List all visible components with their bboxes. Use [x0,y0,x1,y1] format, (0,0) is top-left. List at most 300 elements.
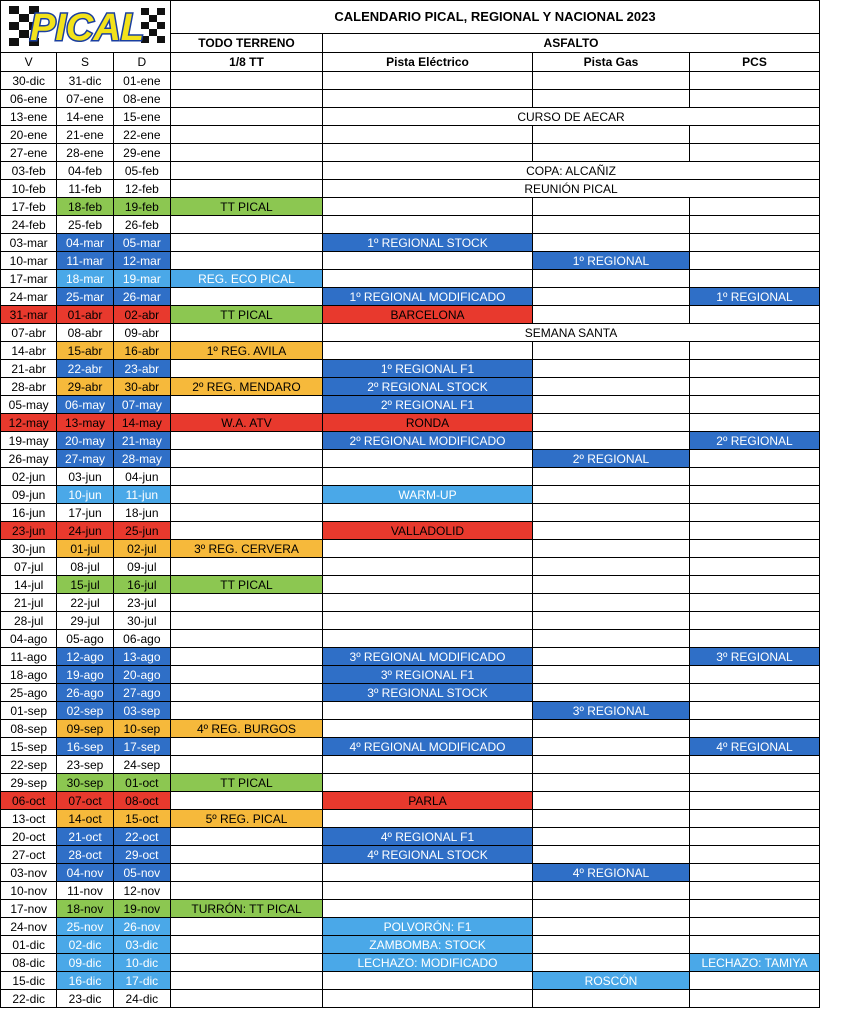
event-gas [533,396,690,414]
date-sunday: 02-jul [113,540,170,558]
event-electrico: 2º REGIONAL STOCK [323,378,533,396]
event-tt [171,792,323,810]
event-tt [171,738,323,756]
date-friday: 14-jul [1,576,57,594]
event-electrico: 1º REGIONAL F1 [323,360,533,378]
event-pcs: 3º REGIONAL [690,648,820,666]
date-friday: 25-ago [1,684,57,702]
event-electrico: ZAMBOMBA: STOCK [323,936,533,954]
date-sunday: 16-abr [113,342,170,360]
event-tt [171,432,323,450]
event-pcs [690,504,820,522]
event-tt: TT PICAL [171,198,323,216]
event-tt: TURRÓN: TT PICAL [171,900,323,918]
event-electrico [323,468,533,486]
event-tt [171,162,323,180]
event-pcs [690,594,820,612]
date-friday: 17-feb [1,198,57,216]
date-friday: 19-may [1,432,57,450]
date-saturday: 04-nov [57,864,113,882]
event-electrico [323,252,533,270]
event-tt: TT PICAL [171,774,323,792]
event-electrico [323,756,533,774]
event-tt: TT PICAL [171,576,323,594]
event-tt [171,630,323,648]
event-pcs [690,252,820,270]
date-friday: 16-jun [1,504,57,522]
event-electrico [323,810,533,828]
event-electrico: POLVORÓN: F1 [323,918,533,936]
date-sunday: 22-oct [113,828,170,846]
date-sunday: 22-ene [113,126,170,144]
calendar-row [1,720,820,738]
date-saturday: 05-ago [57,630,113,648]
event-electrico [323,450,533,468]
event-tt: 5º REG. PICAL [171,810,323,828]
event-pcs [690,630,820,648]
calendar-row [1,846,820,864]
event-tt [171,468,323,486]
event-pcs [690,198,820,216]
date-friday: 10-nov [1,882,57,900]
event-electrico [323,594,533,612]
date-sunday: 14-may [113,414,170,432]
event-pcs [690,720,820,738]
event-electrico [323,198,533,216]
event-gas [533,990,690,1008]
event-tt [171,486,323,504]
event-gas [533,720,690,738]
event-pcs [690,486,820,504]
event-electrico: 1º REGIONAL MODIFICADO [323,288,533,306]
event-tt [171,558,323,576]
event-gas [533,558,690,576]
event-tt [171,396,323,414]
date-saturday: 24-jun [57,522,113,540]
event-gas [533,630,690,648]
event-electrico [323,864,533,882]
calendar-row [1,900,820,918]
event-pcs [690,306,820,324]
date-saturday: 16-dic [57,972,113,990]
event-electrico [323,972,533,990]
date-friday: 21-abr [1,360,57,378]
date-sunday: 10-sep [113,720,170,738]
calendar-row [1,288,820,306]
calendar-row [1,810,820,828]
col-pcs-header: PCS [690,53,820,72]
event-gas [533,270,690,288]
calendar-row [1,306,820,324]
calendar-row [1,648,820,666]
event-tt [171,288,323,306]
event-tt [171,954,323,972]
event-pcs [690,864,820,882]
date-sunday: 23-abr [113,360,170,378]
event-gas [533,126,690,144]
date-saturday: 28-oct [57,846,113,864]
event-gas: ROSCÓN [533,972,690,990]
date-friday: 26-may [1,450,57,468]
event-gas [533,360,690,378]
event-pcs [690,216,820,234]
date-saturday: 17-jun [57,504,113,522]
col-v-header: V [1,53,57,72]
date-friday: 29-sep [1,774,57,792]
date-sunday: 12-nov [113,882,170,900]
event-tt [171,90,323,108]
col-gas-header: Pista Gas [533,53,690,72]
event-pcs [690,126,820,144]
date-sunday: 03-sep [113,702,170,720]
event-pcs [690,396,820,414]
event-pcs [690,918,820,936]
event-gas [533,468,690,486]
date-sunday: 30-jul [113,612,170,630]
date-saturday: 16-sep [57,738,113,756]
logo-wordmark: PICAL [30,6,144,49]
event-pcs [690,684,820,702]
date-saturday: 03-jun [57,468,113,486]
event-gas [533,432,690,450]
calendar-row [1,360,820,378]
event-electrico: 2º REGIONAL MODIFICADO [323,432,533,450]
event-electrico [323,216,533,234]
date-saturday: 29-abr [57,378,113,396]
date-sunday: 08-oct [113,792,170,810]
date-friday: 08-sep [1,720,57,738]
date-friday: 24-mar [1,288,57,306]
date-saturday: 23-sep [57,756,113,774]
calendar-row [1,342,820,360]
date-saturday: 08-abr [57,324,113,342]
event-electrico: VALLADOLID [323,522,533,540]
date-friday: 07-jul [1,558,57,576]
date-saturday: 11-mar [57,252,113,270]
event-pcs: LECHAZO: TAMIYA [690,954,820,972]
event-gas: 2º REGIONAL [533,450,690,468]
event-pcs [690,792,820,810]
event-tt [171,126,323,144]
event-tt: REG. ECO PICAL [171,270,323,288]
event-tt [171,846,323,864]
event-electrico [323,900,533,918]
event-gas [533,414,690,432]
calendar-row [1,144,820,162]
date-friday: 13-ene [1,108,57,126]
event-span: SEMANA SANTA [323,324,820,342]
date-friday: 17-nov [1,900,57,918]
calendar-row [1,684,820,702]
date-friday: 21-jul [1,594,57,612]
event-gas [533,774,690,792]
event-gas [533,342,690,360]
event-tt: 3º REG. CERVERA [171,540,323,558]
event-gas [533,738,690,756]
date-saturday: 31-dic [57,72,113,90]
date-friday: 04-ago [1,630,57,648]
date-sunday: 18-jun [113,504,170,522]
calendar-row [1,162,820,180]
date-friday: 27-oct [1,846,57,864]
pical-logo [1,1,171,53]
date-saturday: 26-ago [57,684,113,702]
event-electrico: BARCELONA [323,306,533,324]
calendar-row [1,630,820,648]
event-tt: W.A. ATV [171,414,323,432]
pical-logo-graphic [1,2,170,52]
date-sunday: 08-ene [113,90,170,108]
date-sunday: 06-ago [113,630,170,648]
event-gas: 3º REGIONAL [533,702,690,720]
event-pcs [690,828,820,846]
event-pcs [690,72,820,90]
calendar-row [1,738,820,756]
date-saturday: 07-ene [57,90,113,108]
date-friday: 03-feb [1,162,57,180]
calendar-row [1,918,820,936]
date-friday: 08-dic [1,954,57,972]
date-saturday: 21-oct [57,828,113,846]
event-electrico: 4º REGIONAL F1 [323,828,533,846]
event-gas [533,918,690,936]
event-electrico [323,702,533,720]
event-gas: 1º REGIONAL [533,252,690,270]
calendar-row [1,216,820,234]
event-gas [533,756,690,774]
event-pcs [690,360,820,378]
calendar-row [1,576,820,594]
col-s-header: S [57,53,113,72]
date-saturday: 01-abr [57,306,113,324]
event-electrico [323,90,533,108]
calendar-row [1,756,820,774]
event-tt [171,684,323,702]
event-electrico [323,504,533,522]
date-sunday: 24-sep [113,756,170,774]
event-tt [171,450,323,468]
event-tt [171,864,323,882]
calendar-row [1,180,820,198]
date-saturday: 07-oct [57,792,113,810]
date-sunday: 05-feb [113,162,170,180]
event-gas [533,234,690,252]
calendar-row [1,270,820,288]
event-pcs [690,702,820,720]
date-friday: 09-jun [1,486,57,504]
calendar-row [1,432,820,450]
date-saturday: 09-dic [57,954,113,972]
date-friday: 22-sep [1,756,57,774]
calendar-row [1,936,820,954]
event-tt [171,756,323,774]
date-saturday: 10-jun [57,486,113,504]
event-pcs [690,234,820,252]
event-gas [533,576,690,594]
date-saturday: 25-feb [57,216,113,234]
date-saturday: 19-ago [57,666,113,684]
date-sunday: 30-abr [113,378,170,396]
calendar-row [1,990,820,1008]
date-saturday: 28-ene [57,144,113,162]
event-gas [533,846,690,864]
date-sunday: 19-feb [113,198,170,216]
date-friday: 10-mar [1,252,57,270]
date-sunday: 17-sep [113,738,170,756]
calendar-row [1,666,820,684]
date-sunday: 26-mar [113,288,170,306]
event-tt [171,918,323,936]
event-electrico: 1º REGIONAL STOCK [323,234,533,252]
event-gas [533,216,690,234]
event-pcs [690,378,820,396]
date-sunday: 05-nov [113,864,170,882]
event-tt [171,144,323,162]
event-tt: 4º REG. BURGOS [171,720,323,738]
event-tt [171,234,323,252]
date-friday: 15-dic [1,972,57,990]
date-sunday: 12-feb [113,180,170,198]
calendar-row [1,396,820,414]
date-friday: 20-oct [1,828,57,846]
event-electrico [323,612,533,630]
date-saturday: 12-ago [57,648,113,666]
date-friday: 13-oct [1,810,57,828]
date-saturday: 15-jul [57,576,113,594]
event-gas [533,954,690,972]
date-friday: 06-ene [1,90,57,108]
calendar-row [1,540,820,558]
date-friday: 10-feb [1,180,57,198]
date-saturday: 22-abr [57,360,113,378]
date-sunday: 04-jun [113,468,170,486]
date-friday: 15-sep [1,738,57,756]
event-pcs [690,270,820,288]
date-sunday: 26-nov [113,918,170,936]
date-sunday: 29-ene [113,144,170,162]
event-gas [533,504,690,522]
event-pcs [690,774,820,792]
event-pcs [690,810,820,828]
calendar-row [1,702,820,720]
event-electrico: LECHAZO: MODIFICADO [323,954,533,972]
date-sunday: 16-jul [113,576,170,594]
col-tt-header: 1/8 TT [171,53,323,72]
event-electrico [323,342,533,360]
calendar-row [1,108,820,126]
event-tt [171,180,323,198]
date-saturday: 20-may [57,432,113,450]
date-sunday: 12-mar [113,252,170,270]
date-saturday: 21-ene [57,126,113,144]
event-pcs [690,666,820,684]
calendar-row [1,504,820,522]
date-friday: 12-may [1,414,57,432]
event-tt [171,360,323,378]
date-friday: 11-ago [1,648,57,666]
date-sunday: 17-dic [113,972,170,990]
date-friday: 31-mar [1,306,57,324]
calendar-row [1,864,820,882]
date-saturday: 14-oct [57,810,113,828]
event-tt [171,324,323,342]
event-tt [171,702,323,720]
calendar-row [1,594,820,612]
calendar-row [1,612,820,630]
date-friday: 22-dic [1,990,57,1008]
date-friday: 05-may [1,396,57,414]
calendar-row [1,972,820,990]
date-friday: 01-dic [1,936,57,954]
date-saturday: 29-jul [57,612,113,630]
event-pcs [690,450,820,468]
event-tt: 2º REG. MENDARO [171,378,323,396]
date-sunday: 07-may [113,396,170,414]
date-saturday: 08-jul [57,558,113,576]
event-pcs: 1º REGIONAL [690,288,820,306]
calendar-row [1,468,820,486]
event-pcs [690,612,820,630]
date-friday: 24-feb [1,216,57,234]
event-tt [171,594,323,612]
event-tt [171,72,323,90]
event-electrico [323,270,533,288]
event-electrico: RONDA [323,414,533,432]
calendar-row [1,522,820,540]
date-saturday: 06-may [57,396,113,414]
date-sunday: 05-mar [113,234,170,252]
event-electrico [323,720,533,738]
calendar-row [1,126,820,144]
col-d-header: D [113,53,170,72]
date-sunday: 21-may [113,432,170,450]
date-sunday: 20-ago [113,666,170,684]
event-pcs [690,522,820,540]
date-saturday: 02-dic [57,936,113,954]
event-electrico [323,540,533,558]
event-pcs [690,90,820,108]
event-pcs: 2º REGIONAL [690,432,820,450]
event-gas [533,810,690,828]
event-gas [533,594,690,612]
date-friday: 18-ago [1,666,57,684]
date-sunday: 01-oct [113,774,170,792]
date-friday: 30-jun [1,540,57,558]
event-span: CURSO DE AECAR [323,108,820,126]
date-sunday: 29-oct [113,846,170,864]
event-electrico [323,882,533,900]
event-pcs [690,468,820,486]
calendar-row [1,90,820,108]
event-pcs [690,846,820,864]
event-electrico: 4º REGIONAL MODIFICADO [323,738,533,756]
date-saturday: 22-jul [57,594,113,612]
date-saturday: 04-mar [57,234,113,252]
event-pcs [690,558,820,576]
event-electrico: PARLA [323,792,533,810]
calendar-row [1,882,820,900]
event-electrico: WARM-UP [323,486,533,504]
date-friday: 23-jun [1,522,57,540]
event-pcs [690,342,820,360]
event-gas [533,882,690,900]
date-friday: 14-abr [1,342,57,360]
event-pcs [690,756,820,774]
event-tt [171,882,323,900]
event-electrico: 3º REGIONAL STOCK [323,684,533,702]
event-pcs [690,990,820,1008]
event-electrico [323,72,533,90]
